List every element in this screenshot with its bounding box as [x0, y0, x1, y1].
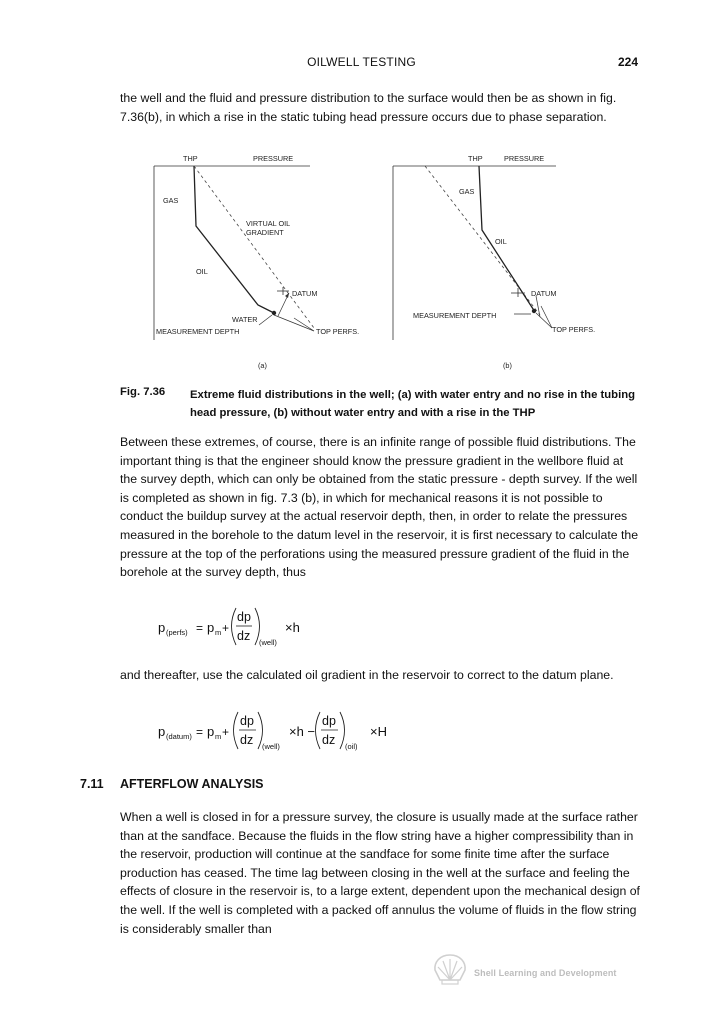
svg-text:(well): (well): [262, 742, 280, 751]
label-b-measurement-depth: MEASUREMENT DEPTH: [413, 311, 497, 320]
svg-text:p: p: [207, 724, 215, 739]
shell-logo-icon: [432, 952, 468, 986]
label-a-virtual-2: GRADIENT: [246, 228, 284, 237]
section-number: 7.11: [80, 777, 104, 791]
label-b-top-perfs: TOP PERFS.: [552, 325, 596, 334]
label-b-pressure: PRESSURE: [504, 154, 545, 163]
paragraph-intro: the well and the fluid and pressure distribution to the surface would then be as shown in fig. 7.36(b), in which a rise in the static tubing head pressure occurs due to phase separation.: [120, 91, 617, 124]
svg-text:×H: ×H: [370, 724, 387, 739]
label-a-sublabel: (a): [258, 361, 267, 370]
svg-text:×h: ×h: [285, 620, 300, 635]
svg-text:dp: dp: [237, 610, 251, 624]
label-a-virtual-1: VIRTUAL OIL: [246, 219, 291, 228]
svg-text:m: m: [215, 732, 222, 741]
label-b-datum: DATUM: [531, 289, 557, 298]
svg-text:dz: dz: [240, 733, 254, 747]
label-b-oil: OIL: [495, 237, 507, 246]
paragraph-thereafter: and thereafter, use the calculated oil gradient in the reservoir to correct to the datum plane.: [120, 668, 614, 682]
svg-text:(well): (well): [259, 638, 277, 647]
svg-text:dp: dp: [322, 714, 336, 728]
svg-text:+: +: [222, 621, 230, 635]
svg-text:dp: dp: [240, 714, 254, 728]
figure-caption-number: Fig. 7.36: [120, 386, 166, 398]
label-a-datum: DATUM: [292, 289, 318, 298]
svg-text:dz: dz: [237, 629, 251, 643]
svg-text:dz: dz: [322, 733, 336, 747]
label-a-thp: THP: [183, 154, 198, 163]
svg-text:(oil): (oil): [345, 742, 358, 751]
paragraph-between-extremes: Between these extremes, of course, there is an infinite range of possible fluid distributions. The important thing is that the engineer should know the pressure gradient in the wellbore fluid at the survey depth, which can only be obtained from the static pressure - depth survey. If the well is completed as shown in fig. 7.3 (b), in which for mechanical reasons it is not possible to conduct the buildup survey at the actual reservoir depth, then, in order to relate the pressures measured in the borehole to the datum level in the reservoir, it is first necessary to calculate the pressure at the top of the perforations using the measured pressure gradient of the fluid in the borehole at the survey depth, thus: [120, 435, 639, 580]
label-a-measurement-depth: MEASUREMENT DEPTH: [156, 327, 240, 336]
label-a-pressure: PRESSURE: [253, 154, 294, 163]
label-a-water: WATER: [232, 315, 258, 324]
svg-text:m: m: [215, 628, 222, 637]
svg-text:=: =: [196, 621, 204, 635]
running-header-title: OILWELL TESTING: [307, 55, 416, 69]
svg-text:p: p: [158, 620, 166, 635]
svg-text:p: p: [158, 724, 166, 739]
label-a-oil: OIL: [196, 267, 208, 276]
label-a-top-perfs: TOP PERFS.: [316, 327, 360, 336]
svg-text:(datum): (datum): [166, 732, 192, 741]
section-title: AFTERFLOW ANALYSIS: [120, 777, 264, 791]
label-b-gas: GAS: [459, 187, 475, 196]
footer-brand-text: Shell Learning and Development: [474, 968, 617, 978]
paragraph-afterflow: When a well is closed in for a pressure survey, the closure is usually made at the surface rather than at the sandface. Because the fluids in the flow string have a higher compressibility than in the reservoir, production will continue at the sandface for some finite time after the surface production has ceased. The time lag between closing in the well at the surface and feeling the effects of closure in the reservoir is, to a large extent, dependent upon the mechanical design of the well. If the well is completed with a packed off annulus the volume of fluids in the flow string is considerably smaller than: [120, 810, 640, 936]
label-a-gas: GAS: [163, 196, 179, 205]
label-b-thp: THP: [468, 154, 483, 163]
label-b-sublabel: (b): [503, 361, 512, 370]
svg-text:p: p: [207, 620, 215, 635]
svg-text:×h −: ×h −: [289, 724, 316, 739]
page-number: 224: [618, 55, 639, 69]
svg-text:=: =: [196, 725, 204, 739]
figure-caption-text: Extreme fluid distributions in the well; (a) with water entry and no rise in the tubing head pressure, (b) without water entry and with a rise in the THP: [190, 389, 636, 419]
svg-text:+: +: [222, 725, 230, 739]
svg-text:(perfs): (perfs): [166, 628, 188, 637]
